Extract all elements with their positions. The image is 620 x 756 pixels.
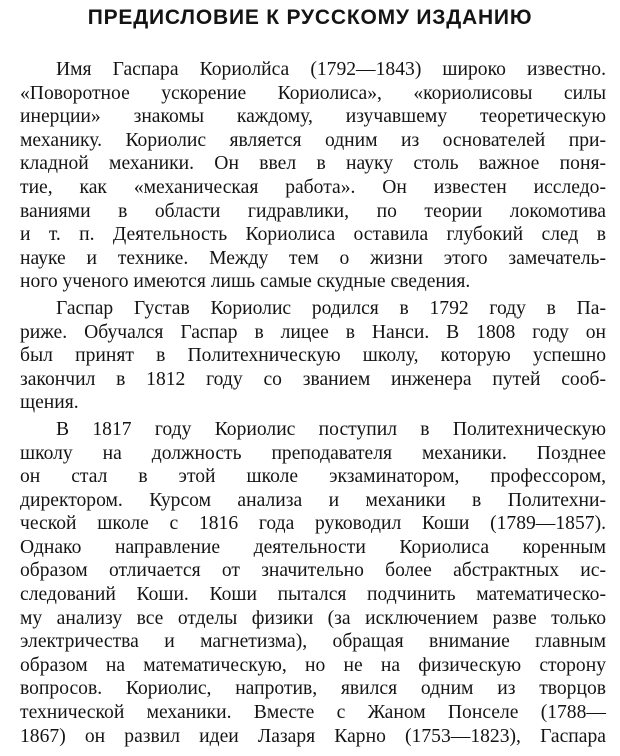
text-line: директором. Курсом анализа и механики в Политехни- <box>20 489 606 511</box>
text-line: технической механики. Вместе с Жаном Понселе (1788— <box>20 702 606 724</box>
text-line: был принят в Политехническую школу, которую успешно <box>20 345 606 367</box>
text-line: В 1817 году Кориолис поступил в Политехническую <box>56 418 606 440</box>
text-line: следований Коши. Коши пытался подчинить математическо- <box>20 584 606 606</box>
text-line: Имя Гаспара Кориолйса (1792—1843) широко известно. <box>56 59 606 80</box>
text-line: 1867) он развил идеи Лазаря Карно (1753—1823), Гаспара <box>20 725 606 747</box>
text-line: тие, как «механическая работа». Он известен исследо- <box>20 176 606 198</box>
text-line: электричества и магнетизма), обращая внимание главным <box>20 631 606 653</box>
text-line: риже. Обучался Гаспар в лицее в Нанси. В 1808 году он <box>20 321 606 343</box>
text-line: ного ученого имеются лишь самые скудные сведения. <box>20 271 471 293</box>
text-line: он стал в этой школе экзаминатором, профессором, <box>20 466 606 488</box>
text-line: кладной механики. Он ввел в науку столь важное поня- <box>20 153 606 175</box>
text-line: ваниями в области гидравлики, по теории локомотива <box>20 200 606 222</box>
text-line: Однако направление деятельности Кориолиса коренным <box>20 536 606 558</box>
text-line: Гаспар Густав Кориолис родился в 1792 году в Па- <box>56 297 606 319</box>
text-line: ческой школе с 1816 года руководил Коши (1789—1857). <box>20 513 606 535</box>
paragraph-3 <box>20 418 606 748</box>
text-line: щения. <box>20 392 79 414</box>
text-line: вопросов. Кориолис, напротив, явился одним из творцов <box>20 678 606 700</box>
text-line: науке и технике. Между тем о жизни этого замечатель- <box>20 247 606 269</box>
paragraph-1 <box>20 58 606 294</box>
text-line: школу на должность преподавателя механики. Позднее <box>20 442 606 464</box>
text-line: инерции» знакомы каждому, изучавшему теоретическую <box>20 106 606 128</box>
text-line: и т. п. Деятельность Кориолиса оставила глубокий след в <box>20 224 606 246</box>
text-line: закончил в 1812 году со званием инженера путей сооб- <box>20 368 606 390</box>
text-line: образом на математическую, но не на физическую сторону <box>20 654 606 676</box>
text-line: «Поворотное ускорение Кориолиса», «кориолисовы силы <box>20 82 606 104</box>
text-line: му анализу все отделы физики (за исключением разве только <box>20 607 606 629</box>
page-title: ПРЕДИСЛОВИЕ К РУССКОМУ ИЗДАНИЮ <box>87 6 533 29</box>
text-line: образом отличается от значительно более абстрактных ис- <box>20 560 606 582</box>
body-text <box>20 58 606 748</box>
text-line: механику. Кориолис является одним из основателей при- <box>20 129 606 151</box>
paragraph-2 <box>20 297 606 415</box>
